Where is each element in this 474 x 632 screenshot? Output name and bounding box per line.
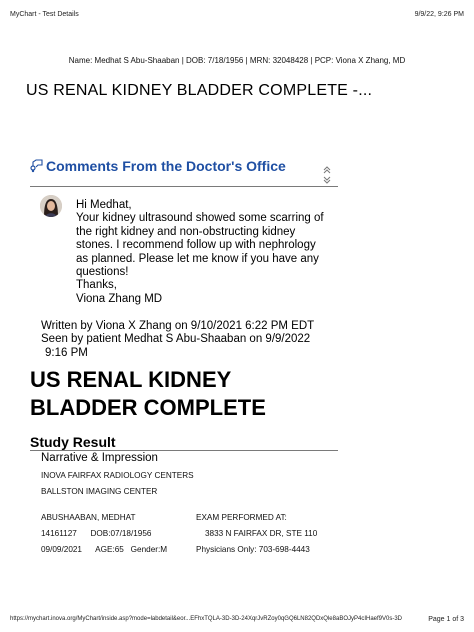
message-line: as planned. Please let me know if you have any xyxy=(76,252,319,265)
print-header-title: MyChart - Test Details xyxy=(10,11,79,18)
doctor-message xyxy=(76,199,346,306)
message-line: questions! xyxy=(76,266,129,279)
message-line: Hi Medhat, xyxy=(76,199,132,211)
comments-header xyxy=(30,158,286,174)
collapse-toggle-icon[interactable] xyxy=(322,164,332,184)
patient-id-dob-field: 14161127 DOB:07/18/1956 xyxy=(41,529,152,538)
patient-name-field: ABUSHAABAN, MEDHAT xyxy=(41,513,136,522)
page-title: US RENAL KIDNEY BLADDER COMPLETE -... xyxy=(26,82,373,99)
narrative-heading: Narrative & Impression xyxy=(41,452,158,464)
doctor-comment-icon xyxy=(30,159,44,173)
written-by-line: Written by Viona X Zhang on 9/10/2021 6:22 PM EDT xyxy=(41,320,315,332)
footer-page-number: Page 1 of 3 xyxy=(428,616,464,623)
doctor-avatar xyxy=(40,195,62,217)
test-title-line: BLADDER COMPLETE xyxy=(30,394,266,420)
test-title xyxy=(30,366,266,421)
print-header-datetime: 9/9/22, 9:26 PM xyxy=(414,11,464,18)
facility-line: INOVA FAIRFAX RADIOLOGY CENTERS xyxy=(41,471,194,480)
footer-url: https://mychart.inova.org/MyChart/inside.asp?mode=labdetail&eor...EFhxTQLA-3D-3D-24XqrJvRZoy0qGQ6LN82QDxQle8aBOJyP4cIHaef9V0s-3D xyxy=(10,616,403,622)
exam-address-field: 3833 N FAIRFAX DR, STE 110 xyxy=(205,529,318,538)
exam-date-age-field: 09/09/2021 AGE:65 Gender:M xyxy=(41,545,168,554)
patient-info-line: Name: Medhat S Abu-Shaaban | DOB: 7/18/1956 | MRN: 32048428 | PCP: Viona X Zhang, MD xyxy=(68,56,406,65)
written-by-info xyxy=(41,320,314,360)
exam-performed-label: EXAM PERFORMED AT: xyxy=(196,513,287,522)
comments-divider xyxy=(30,186,338,187)
test-title-line: US RENAL KIDNEY xyxy=(30,367,232,392)
study-result-divider xyxy=(30,450,338,451)
message-line: stones. I recommend follow up with nephrology xyxy=(76,239,316,252)
message-line: Your kidney ultrasound showed some scarring of xyxy=(76,212,324,225)
message-line: the right kidney and non-obstructing kidney xyxy=(76,225,296,238)
seen-by-line: Seen by patient Medhat S Abu-Shaaban on 9/9/2022 xyxy=(41,333,311,346)
comments-heading: Comments From the Doctor's Office xyxy=(46,158,286,174)
message-line: Thanks, xyxy=(76,279,117,292)
seen-time-line: 9:16 PM xyxy=(45,346,88,359)
facility-line: BALLSTON IMAGING CENTER xyxy=(41,487,158,496)
message-line: Viona Zhang MD xyxy=(76,292,163,305)
physicians-phone-field: Physicians Only: 703-698-4443 xyxy=(196,545,310,554)
study-result-heading: Study Result xyxy=(30,434,116,450)
